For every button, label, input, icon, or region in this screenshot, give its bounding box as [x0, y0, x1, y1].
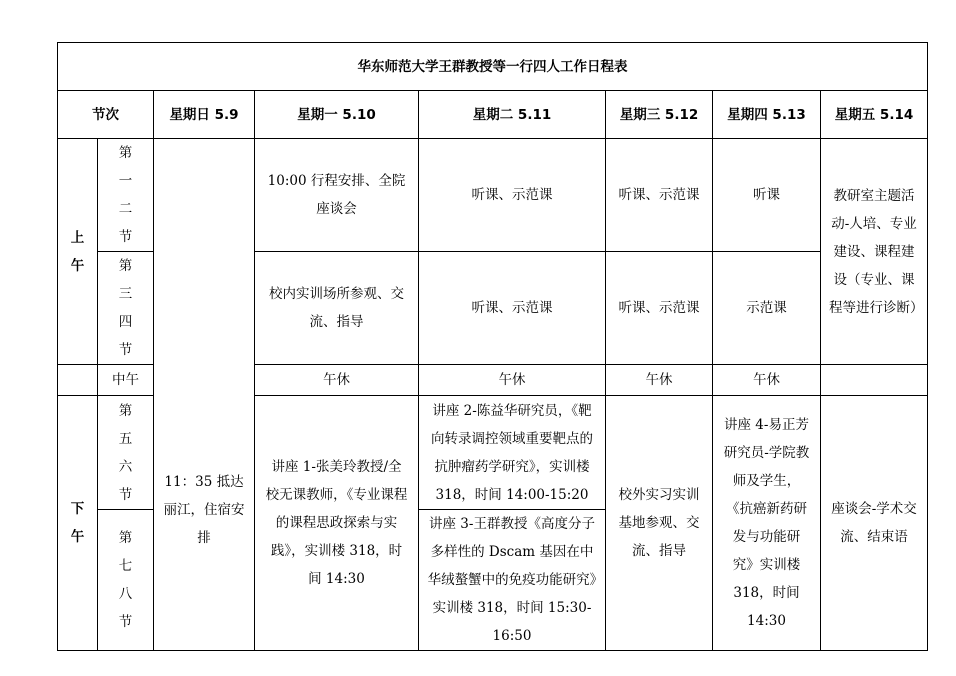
period-1-2-label: 第一二节 [98, 139, 154, 252]
wednesday-period-1-2: 听课、示范课 [606, 139, 713, 252]
monday-noon: 午休 [255, 365, 419, 396]
noon-blank [58, 365, 98, 396]
tuesday-period-3-4: 听课、示范课 [419, 252, 606, 365]
morning-label: 上午 [58, 139, 98, 365]
wednesday-period-3-4: 听课、示范课 [606, 252, 713, 365]
tuesday-noon: 午休 [419, 365, 606, 396]
friday-noon [821, 365, 928, 396]
header-session: 节次 [58, 91, 154, 139]
header-monday: 星期一 5.10 [255, 91, 419, 139]
period-5-6-label: 第五六节 [98, 396, 154, 510]
tuesday-period-1-2: 听课、示范课 [419, 139, 606, 252]
monday-period-3-4: 校内实训场所参观、交流、指导 [255, 252, 419, 365]
noon-label: 中午 [98, 365, 154, 396]
page-title: 华东师范大学王群教授等一行四人工作日程表 [58, 43, 928, 91]
afternoon-label: 下午 [58, 396, 98, 651]
header-sunday: 星期日 5.9 [154, 91, 255, 139]
friday-morning: 教研室主题活动-人培、专业建设、课程建设（专业、课程等进行诊断） [821, 139, 928, 365]
period-3-4-label: 第三四节 [98, 252, 154, 365]
wednesday-noon: 午休 [606, 365, 713, 396]
thursday-period-1-2: 听课 [713, 139, 821, 252]
tuesday-period-5-6: 讲座 2-陈益华研究员，《靶向转录调控领域重要靶点的抗肿瘤药学研究》，实训楼 318，时间 14:00-15:20 [419, 396, 606, 510]
monday-afternoon: 讲座 1-张美玲教授/全校无课教师，《专业课程的课程思政探索与实践》，实训楼 318，时间 14:30 [255, 396, 419, 651]
period-7-8-label: 第七八节 [98, 510, 154, 651]
monday-period-1-2: 10:00 行程安排、全院座谈会 [255, 139, 419, 252]
thursday-noon: 午休 [713, 365, 821, 396]
thursday-period-3-4: 示范课 [713, 252, 821, 365]
wednesday-afternoon: 校外实习实训基地参观、交流、指导 [606, 396, 713, 651]
schedule-table [57, 42, 928, 651]
header-thursday: 星期四 5.13 [713, 91, 821, 139]
header-wednesday: 星期三 5.12 [606, 91, 713, 139]
friday-afternoon: 座谈会-学术交流、结束语 [821, 396, 928, 651]
header-tuesday: 星期二 5.11 [419, 91, 606, 139]
header-friday: 星期五 5.14 [821, 91, 928, 139]
sunday-arrival: 11：35 抵达丽江，住宿安排 [154, 139, 255, 651]
tuesday-period-7-8: 讲座 3-王群教授《高度分子多样性的 Dscam 基因在中华绒螯蟹中的免疫功能研究》实训楼 318，时间 15:30-16:50 [419, 510, 606, 651]
thursday-afternoon: 讲座 4-易正芳研究员-学院教师及学生，《抗癌新药研发与功能研究》实训楼 318，时间 14:30 [713, 396, 821, 651]
